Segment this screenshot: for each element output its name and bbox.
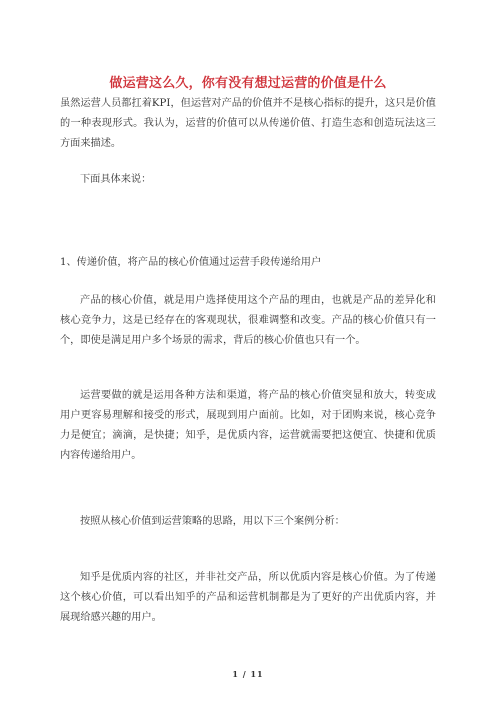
case-intro-paragraph: 按照从核心价值到运营策略的思路，用以下三个案例分析： — [80, 516, 345, 527]
page-number: 1 / 11 — [232, 669, 264, 679]
intro-paragraph: 虽然运营人员都扛着KPI，但运营对产品的价值并不是核心指标的提升，这只是价值的一种表现形式。我认为，运营的价值可以从传递价值、打造生态和创造玩法这三方面来描述。 — [60, 98, 436, 149]
transition-paragraph: 下面具体来说： — [80, 174, 152, 185]
section-heading-1: 1、传递价值，将产品的核心价值通过运营手段传递给用户 — [60, 257, 322, 268]
operations-paragraph: 运营要做的就是运用各种方法和渠道，将产品的核心价值突显和放大，转变成用户更容易理解和接受的形式，展现到用户面前。比如，对于团购来说，核心竞争力是便宜；滴滴，是快捷；知乎，是优质内容，运营就需要把这便宜、快捷和优质内容传递给用户。 — [60, 390, 436, 461]
zhihu-paragraph: 知乎是优质内容的社区，并非社交产品，所以优质内容是核心价值。为了传递这个核心价值，可以看出知乎的产品和运营机制都是为了更好的产出优质内容，并展现给感兴趣的用户。 — [60, 572, 436, 623]
core-value-paragraph: 产品的核心价值，就是用户选择使用这个产品的理由，也就是产品的差异化和核心竞争力，这是已经存在的客观现状，很难调整和改变。产品的核心价值只有一个，即使是满足用户多个场景的需求，背后的核心价值也只有一个。 — [60, 295, 436, 346]
document-title: 做运营这么久，你有没有想过运营的价值是什么 — [109, 76, 387, 91]
